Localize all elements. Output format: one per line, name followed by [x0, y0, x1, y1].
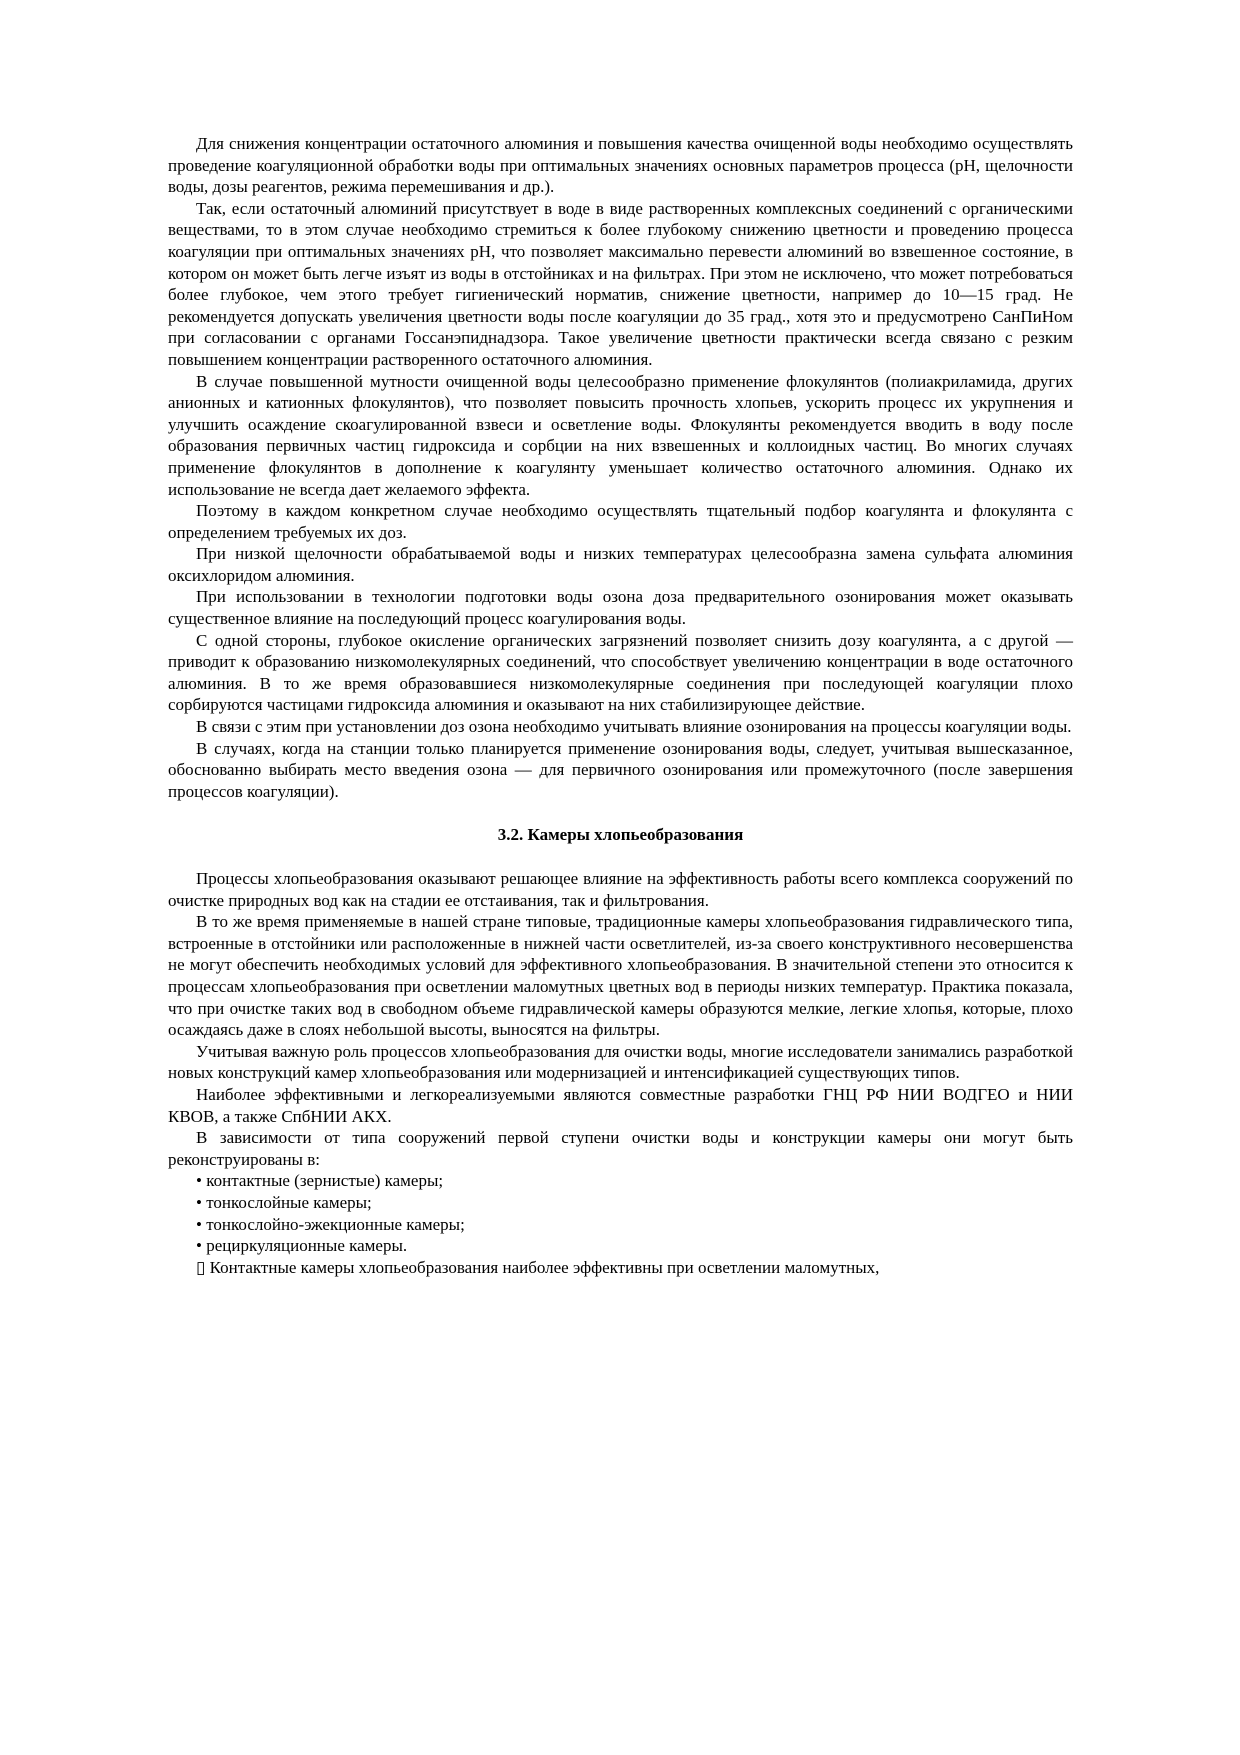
paragraph: Поэтому в каждом конкретном случае необходимо осуществлять тщательный подбор коагулянта и флокулянта с определением требуемых их доз. [168, 501, 1073, 542]
paragraph: В случае повышенной мутности очищенной воды целесообразно применение флокулянтов (полиакриламида, других анионных и катионных флокулянтов), что позволяет повысить прочность хлопьев, ускорить процесс их укрупнения и улучшить осаждение скоагулированной взвеси и осветление воды. Флокулянты рекомендуется вводить в воду после образования первичных частиц гидроксида и сорбции на них взвешенных и коллоидных частиц. Во многих случаях применение флокулянтов в дополнение к коагулянту уменьшает количество остаточного алюминия. Однако их использование не всегда дает желаемого эффекта. [168, 371, 1073, 499]
paragraph: В зависимости от типа сооружений первой ступени очистки воды и конструкции камеры они могут быть реконструированы в: [168, 1128, 1073, 1169]
list-item: • контактные (зернистые) камеры; [196, 1171, 444, 1191]
paragraph: При использовании в технологии подготовки воды озона доза предварительного озонирования может оказывать существенное влияние на последующий процесс коагулирования воды. [168, 587, 1073, 629]
paragraph: Так, если остаточный алюминий присутствует в воде в виде растворенных комплексных соединений с органическими веществами, то в этом случае необходимо стремиться к более глубокому снижению цветности и проведению процесса коагуляции при оптимальных значениях pH, что позволяет максимально перевести алюминий во взвешенное состояние, в котором он может быть легче изъят из воды в отстойниках и на фильтрах. При этом не исключено, что может потребоваться более глубокое, чем этого требует гигиенический норматив, снижение цветности, например до 10—15 град. Не рекомендуется допускать увеличения цветности воды после коагуляции до 35 град., хотя это и предусмотрено СанПиНом при согласовании с органами Госсанэпиднадзора. Такое увеличение цветности практически всегда связано с резким повышением концентрации растворенного остаточного алюминия. [168, 198, 1073, 369]
paragraph: Наиболее эффективными и легкореализуемыми являются совместные разработки ГНЦ РФ НИИ ВОДГЕО и НИИ КВОВ, а также СпбНИИ АКХ. [168, 1084, 1073, 1126]
paragraph: ▯ Контактные камеры хлопьеобразования наиболее эффективны при осветлении маломутных, [196, 1257, 880, 1277]
list-item: • рециркуляционные камеры. [196, 1236, 408, 1256]
paragraph: Для снижения концентрации остаточного алюминия и повышения качества очищенной воды необходимо осуществлять проведение коагуляционной обработки воды при оптимальных значениях основных параметров процесса (pH, щелочности воды, дозы реагентов, режима перемешивания и др.). [168, 134, 1073, 197]
paragraph: Процессы хлопьеобразования оказывают решающее влияние на эффективность работы всего комплекса сооружений по очистке природных вод как на стадии ее отстаивания, так и фильтрования. [168, 869, 1073, 910]
document-body [168, 133, 1073, 1278]
list-item: • тонкослойные камеры; [196, 1192, 372, 1212]
paragraph: В то же время применяемые в нашей стране типовые, традиционные камеры хлопьеобразования гидравлического типа, встроенные в отстойники или расположенные в нижней части осветлителей, из-за своего конструктивного несовершенства не могут обеспечить необходимых условий для эффективного хлопьеобразования. В значительной степени это относится к процессам хлопьеобразования при осветлении маломутных цветных вод в периоды низких температур. Практика показала, что при очистке таких вод в свободном объеме гидравлической камеры образуются мелкие, легкие хлопья, которые, плохо осаждаясь даже в слоях небольшой высоты, выносятся на фильтры. [168, 912, 1073, 1040]
list-item: • тонкослойно-эжекционные камеры; [196, 1214, 465, 1234]
paragraph: В связи с этим при установлении доз озона необходимо учитывать влияние озонирования на процессы коагуляции воды. [196, 717, 1072, 737]
paragraph: В случаях, когда на станции только планируется применение озонирования воды, следует, учитывая вышесказанное, обоснованно выбирать место введения озона — для первичного озонирования или промежуточного (после завершения процессов коагуляции). [168, 738, 1073, 801]
section-heading: 3.2. Камеры хлопьеобразования [497, 825, 744, 845]
paragraph: При низкой щелочности обрабатываемой воды и низких температурах целесообразна замена сульфата алюминия оксихлоридом алюминия. [168, 544, 1073, 585]
paragraph: Учитывая важную роль процессов хлопьеобразования для очистки воды, многие исследователи занимались разработкой новых конструкций камер хлопьеобразования или модернизацией и интенсификацией существующих типов. [168, 1041, 1073, 1083]
paragraph: С одной стороны, глубокое окисление органических загрязнений позволяет снизить дозу коагулянта, а с другой — приводит к образованию низкомолекулярных соединений, что способствует увеличению концентрации в воде остаточного алюминия. В то же время образовавшиеся низкомолекулярные соединения при последующей коагуляции плохо сорбируются частицами гидроксида алюминия и оказывают на них стабилизирующее действие. [168, 630, 1073, 715]
